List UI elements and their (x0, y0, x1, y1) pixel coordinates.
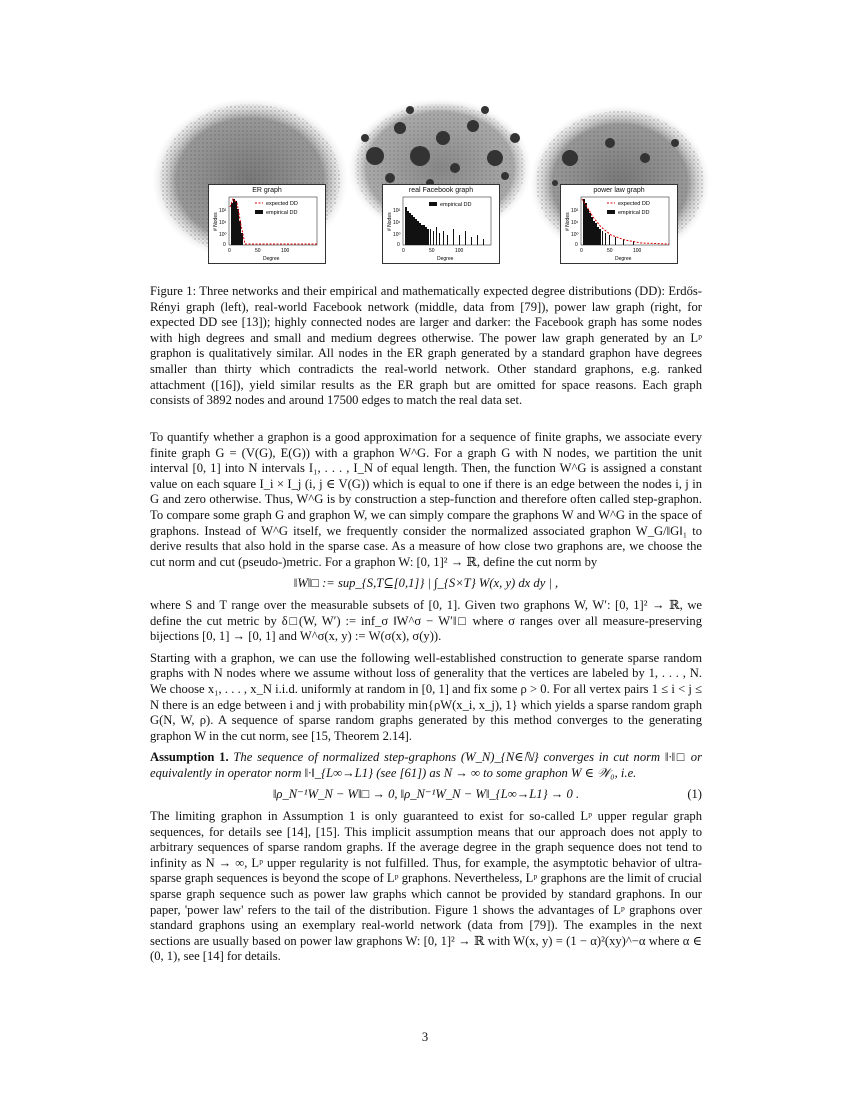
inset-title: ER graph (252, 187, 282, 194)
svg-text:0: 0 (402, 248, 405, 254)
er-degree-inset (208, 184, 326, 264)
legend-empirical: empirical DD (618, 210, 650, 216)
legend-empirical: empirical DD (440, 202, 472, 208)
y-label: # Nodes (387, 212, 393, 231)
svg-text:10⁰: 10⁰ (571, 232, 579, 238)
legend-expected: expected DD (266, 201, 298, 207)
inset-title: power law graph (593, 187, 645, 194)
svg-text:10¹: 10¹ (571, 220, 579, 226)
svg-text:0: 0 (580, 248, 583, 254)
svg-text:10¹: 10¹ (219, 220, 227, 226)
paragraph-limiting-graphon: The limiting graphon in Assumption 1 is only guaranteed to exist for so-called Lᵖ upper regular graph sequences, for details see [14], [15]. This implicit assumption means that our approach does not apply to arbitrary sequences of sparse random graphs. If the average degree in the graph sequence does not tend to infinity as N → ∞, Lᵖ upper regularity is not fulfilled. Thus, for example, the asymptotic behavior of ultra-sparse graph sequences is beyond the scope of Lᵖ graphons. Nevertheless, Lᵖ graphons are the limit of crucial sparse graph sequence such as power law graphs which cannot be provided by standard graphons. In our paper, 'power law' refers to the tail of the distribution. Figure 1 shows the advantages of Lᵖ graphons over standard graphons using an exemplary real-world network (data from [79]). The examples in the next sections are usually based on power law graphons W: [0, 1]² → ℝ with W(x, y) = (1 − α)²(xy)^−α where α ∈ (0, 1), see [14] for details. (150, 809, 702, 964)
main-body (150, 430, 702, 971)
power-law-degree-inset (560, 184, 678, 264)
facebook-degree-inset (382, 184, 500, 264)
svg-text:10²: 10² (219, 208, 227, 214)
assumption-label: Assumption 1. (150, 750, 229, 765)
svg-text:10⁰: 10⁰ (219, 232, 227, 238)
x-label: Degree (263, 256, 280, 262)
assumption-1 (150, 750, 702, 781)
er-degree-plot (209, 185, 325, 263)
equation-number: (1) (687, 787, 702, 802)
paragraph-graphon-approximation: To quantify whether a graphon is a good approximation for a sequence of finite graphs, we associate every finite graph G = (V(G), E(G)) with a graphon W^G. For a graph G with N nodes, we partition the unit interval [0, 1] into N intervals I₁, . . . , I_N of equal length. Then, the function W^G is assigned a constant value on each square I_i × I_j (i, j ∈ V(G)) which is equal to one if there is an edge between the nodes i, j in G and zero otherwise. Thus, W^G is by construction a step-function and therefore often called step-graphon. To compare some graph G and graphon W, we can simply compare the graphons W and W^G in the space of graphons. Instead of W^G itself, we frequently consider the normalized associated graphon W_G/‖G‖₁ to derive results that also hold in the sparse case. As a measure of how close two graphons are, we choose the cut norm and cut (pseudo-)metric. For a graphon W: [0, 1]² → ℝ, define the cut norm by (150, 430, 702, 569)
power-law-degree-plot (561, 185, 677, 263)
svg-text:0: 0 (223, 242, 226, 248)
x-label: Degree (615, 256, 632, 262)
svg-text:50: 50 (255, 248, 261, 254)
svg-text:10⁰: 10⁰ (393, 232, 401, 238)
svg-text:100: 100 (633, 248, 642, 254)
x-label: Degree (437, 256, 454, 262)
svg-text:0: 0 (575, 242, 578, 248)
inset-title: real Facebook graph (408, 187, 474, 194)
assumption-text: The sequence of normalized step-graphons (W_N)_{N∈ℕ} converges in cut norm ‖·‖□ or equivalently in operator norm ‖·‖_{L∞→L1} (see [61]) as N → ∞ to some graphon W ∈ 𝒲₀, i.e. (150, 750, 703, 780)
svg-text:100: 100 (455, 248, 464, 254)
y-label: # Nodes (213, 212, 219, 231)
figure-1 (150, 98, 710, 270)
legend-expected: expected DD (618, 201, 650, 207)
facebook-degree-plot (383, 185, 499, 263)
legend-empirical: empirical DD (266, 210, 298, 216)
equation-1-body: ‖ρ_N⁻¹W_N − W‖□ → 0, ‖ρ_N⁻¹W_N − W‖_{L∞→L1} → 0 . (272, 787, 580, 802)
svg-text:0: 0 (228, 248, 231, 254)
paragraph-cut-metric: where S and T range over the measurable subsets of [0, 1]. Given two graphons W, W′: [0, 1]² → ℝ, we define the cut metric by δ□(W, W′) := inf_σ ‖W^σ − W′‖□ where σ ranges over all measure-preserving bijections [0, 1] → [0, 1] and W^σ(x, y) := W(σ(x), σ(y)). (150, 597, 702, 644)
svg-text:10²: 10² (571, 208, 579, 214)
svg-text:10²: 10² (393, 208, 401, 214)
svg-text:0: 0 (397, 242, 400, 248)
svg-text:100: 100 (281, 248, 290, 254)
svg-text:10¹: 10¹ (393, 220, 401, 226)
equation-cut-norm: ‖W‖□ := sup_{S,T⊆[0,1]} | ∫_{S×T} W(x, y) dx dy | , (293, 576, 559, 591)
equation-1 (150, 787, 702, 803)
y-label: # Nodes (565, 212, 571, 231)
svg-text:50: 50 (429, 248, 435, 254)
figure-caption: Figure 1: Three networks and their empirical and mathematically expected degree distributions (DD): Erdős-Rényi graph (left), real-world Facebook network (middle, data from [79]), power law graph (right, for expected DD see [13]); highly connected nodes are larger and darker: the Facebook graph has some nodes with high degrees and small and medium degrees otherwise. The power law graph generated by an Lᵖ graphon is qualitatively similar. All nodes in the ER graph generated by a standard graphon have degrees smaller than thirty which contradicts the real-world network. Other standard graphons, e.g. ranked attachment ([16]), yield similar results as the ER graph but are omitted for space reasons. Each graph consists of 3892 nodes and around 17500 edges to match the real data set. (150, 284, 702, 408)
svg-text:50: 50 (607, 248, 613, 254)
paragraph-sparse-random-graphs: Starting with a graphon, we can use the following well-established construction to generate sparse random graphs with N nodes where we assume without loss of generality that the vertices are labeled by 1, . . . , N. We choose x₁, . . . , x_N i.i.d. uniformly at random in [0, 1] and fix some ρ > 0. For all vertex pairs 1 ≤ i < j ≤ N there is an edge between i and j with probability min{ρW(x_i, x_j), 1} which yields a sparse random graph G(N, W, ρ). A sequence of sparse random graphs generated by this method converges to the generating graphon W in the cut norm, see [15, Theorem 2.14]. (150, 650, 702, 743)
page-number: 3 (421, 1030, 429, 1044)
